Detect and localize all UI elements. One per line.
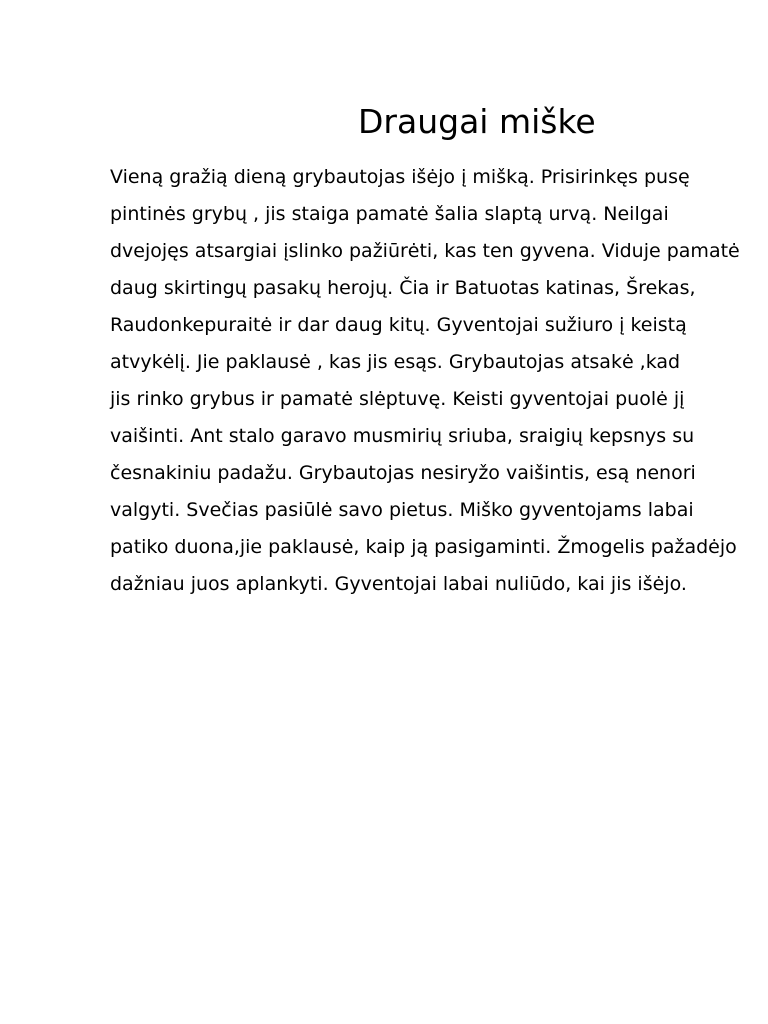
paragraph-line: daug skirtingų pasakų herojų. Čia ir Batuotas katinas, Šrekas,	[110, 277, 696, 299]
paragraph-line: dvejojęs atsargiai įslinko pažiūrėti, kas ten gyvena. Viduje pamatė	[110, 240, 740, 262]
paragraph-line: dažniau juos aplankyti. Gyventojai labai nuliūdo, kai jis išėjo.	[110, 573, 687, 595]
paragraph-line: Raudonkepuraitė ir dar daug kitų. Gyventojai sužiuro į keistą	[110, 314, 687, 336]
paragraph-line: atvykėlį. Jie paklausė , kas jis esąs. Grybautojas atsakė ,kad	[110, 351, 681, 373]
document-title: Draugai miške	[358, 102, 596, 141]
paragraph-line: patiko duona,jie paklausė, kaip ją pasigaminti. Žmogelis pažadėjo	[110, 536, 737, 558]
paragraph-line: vaišinti. Ant stalo garavo musmirių sriuba, sraigių kepsnys su	[110, 425, 695, 447]
paragraph-line: pintinės grybų , jis staiga pamatė šalia slaptą urvą. Neilgai	[110, 203, 669, 225]
document-body	[110, 164, 740, 608]
paragraph-line: česnakiniu padažu. Grybautojas nesiryžo vaišintis, esą nenori	[110, 462, 696, 484]
paragraph-line: jis rinko grybus ir pamatė slėptuvę. Keisti gyventojai puolė jį	[110, 388, 685, 410]
paragraph-line: Vieną gražią dieną grybautojas išėjo į mišką. Prisirinkęs pusę	[110, 166, 690, 188]
paragraph-line: valgyti. Svečias pasiūlė savo pietus. Miško gyventojams labai	[110, 499, 694, 521]
